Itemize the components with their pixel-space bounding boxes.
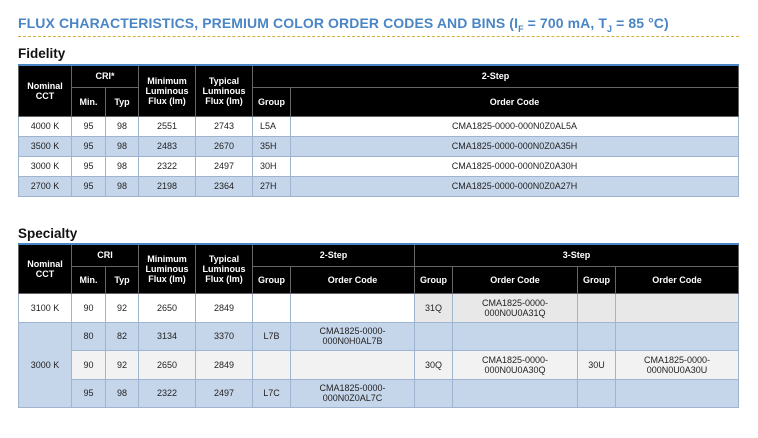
cell-min-flux: 3134 bbox=[139, 322, 196, 350]
col-order-code: Order Code bbox=[291, 87, 739, 116]
col-2-step: 2-Step bbox=[253, 244, 415, 266]
cell-cct: 3100 K bbox=[19, 293, 72, 322]
cell-order-code: CMA1825-0000-000N0U0A30U bbox=[616, 350, 739, 379]
cell-typ-flux: 2849 bbox=[196, 350, 253, 379]
cell-group bbox=[415, 322, 453, 350]
cell-cri-min: 95 bbox=[72, 156, 106, 176]
cell-cri-min: 90 bbox=[72, 293, 106, 322]
col-cri-typ: Typ bbox=[106, 266, 139, 293]
cell-order-code: CMA1825-0000-000N0H0AL7B bbox=[291, 322, 415, 350]
cell-group: 27H bbox=[253, 176, 291, 196]
cell-group: 31Q bbox=[415, 293, 453, 322]
cell-cct: 3000 K bbox=[19, 156, 72, 176]
table-row bbox=[19, 156, 739, 176]
col-typ-flux: Typical Luminous Flux (lm) bbox=[196, 244, 253, 293]
cell-group: L5A bbox=[253, 116, 291, 136]
cell-cri-min: 95 bbox=[72, 379, 106, 407]
cell-order-code: CMA1825-0000-000N0Z0AL7C bbox=[291, 379, 415, 407]
cell-group: 30H bbox=[253, 156, 291, 176]
cell-order-code bbox=[616, 322, 739, 350]
col-typ-flux: Typical Luminous Flux (lm) bbox=[196, 65, 253, 116]
cell-min-flux: 2483 bbox=[139, 136, 196, 156]
fidelity-heading: Fidelity bbox=[18, 46, 66, 61]
fidelity-table bbox=[18, 64, 739, 197]
col-group: Group bbox=[415, 266, 453, 293]
cell-group bbox=[578, 293, 616, 322]
cell-min-flux: 2322 bbox=[139, 156, 196, 176]
cell-cct: 3500 K bbox=[19, 136, 72, 156]
table-row bbox=[19, 116, 739, 136]
cell-min-flux: 2551 bbox=[139, 116, 196, 136]
cell-cri-min: 90 bbox=[72, 350, 106, 379]
table-row bbox=[19, 322, 739, 350]
table-row bbox=[19, 293, 739, 322]
cell-order-code bbox=[291, 293, 415, 322]
cell-order-code: CMA1825-0000-000N0U0A31Q bbox=[453, 293, 578, 322]
cell-cri-min: 80 bbox=[72, 322, 106, 350]
col-nominal-cct: Nominal CCT bbox=[19, 244, 72, 293]
cell-cri-min: 95 bbox=[72, 136, 106, 156]
cell-cri-typ: 98 bbox=[106, 136, 139, 156]
cell-min-flux: 2650 bbox=[139, 350, 196, 379]
cell-cri-min: 95 bbox=[72, 176, 106, 196]
cell-group bbox=[253, 293, 291, 322]
cell-cri-typ: 98 bbox=[106, 176, 139, 196]
page-title: FLUX CHARACTERISTICS, PREMIUM COLOR ORDER CODES AND BINS ($I_F = 700$ mA, $T_J = 85$ °C) bbox=[18, 15, 669, 34]
table-row bbox=[19, 176, 739, 196]
cell-order-code bbox=[291, 350, 415, 379]
cell-typ-flux: 2743 bbox=[196, 116, 253, 136]
cell-group bbox=[253, 350, 291, 379]
cell-cct: 4000 K bbox=[19, 116, 72, 136]
col-group: Group bbox=[253, 87, 291, 116]
cell-typ-flux: 2670 bbox=[196, 136, 253, 156]
cell-group: L7B bbox=[253, 322, 291, 350]
col-min-flux: Minimum Luminous Flux (lm) bbox=[139, 244, 196, 293]
cell-order-code: CMA1825-0000-000N0Z0AL5A bbox=[291, 116, 739, 136]
table-row bbox=[19, 136, 739, 156]
cell-cri-typ: 98 bbox=[106, 379, 139, 407]
col-cri: CRI* bbox=[72, 65, 139, 87]
cell-min-flux: 2650 bbox=[139, 293, 196, 322]
cell-cri-min: 95 bbox=[72, 116, 106, 136]
cell-order-code bbox=[616, 379, 739, 407]
cell-group: 35H bbox=[253, 136, 291, 156]
col-2-step: 2-Step bbox=[253, 65, 739, 87]
col-group: Group bbox=[578, 266, 616, 293]
title-divider bbox=[18, 36, 739, 37]
table-row bbox=[19, 350, 739, 379]
cell-min-flux: 2322 bbox=[139, 379, 196, 407]
col-min-flux: Minimum Luminous Flux (lm) bbox=[139, 65, 196, 116]
cell-typ-flux: 2497 bbox=[196, 156, 253, 176]
col-group: Group bbox=[253, 266, 291, 293]
col-order-code: Order Code bbox=[453, 266, 578, 293]
cell-order-code bbox=[453, 379, 578, 407]
cell-order-code bbox=[453, 322, 578, 350]
cell-cri-typ: 92 bbox=[106, 350, 139, 379]
cell-typ-flux: 2364 bbox=[196, 176, 253, 196]
cell-cri-typ: 98 bbox=[106, 116, 139, 136]
specialty-table bbox=[18, 243, 739, 408]
cell-group bbox=[578, 379, 616, 407]
col-order-code: Order Code bbox=[291, 266, 415, 293]
cell-order-code: CMA1825-0000-000N0Z0A30H bbox=[291, 156, 739, 176]
col-cri-typ: Typ bbox=[106, 87, 139, 116]
cell-cct: 2700 K bbox=[19, 176, 72, 196]
cell-cri-typ: 82 bbox=[106, 322, 139, 350]
cell-order-code: CMA1825-0000-000N0Z0A27H bbox=[291, 176, 739, 196]
col-cri-min: Min. bbox=[72, 266, 106, 293]
specialty-heading: Specialty bbox=[18, 226, 78, 241]
cell-typ-flux: 2497 bbox=[196, 379, 253, 407]
cell-cri-typ: 92 bbox=[106, 293, 139, 322]
cell-typ-flux: 3370 bbox=[196, 322, 253, 350]
cell-group: 30U bbox=[578, 350, 616, 379]
cell-cri-typ: 98 bbox=[106, 156, 139, 176]
cell-order-code bbox=[616, 293, 739, 322]
cell-group: L7C bbox=[253, 379, 291, 407]
cell-cct: 3000 K bbox=[19, 322, 72, 407]
cell-min-flux: 2198 bbox=[139, 176, 196, 196]
cell-order-code: CMA1825-0000-000N0U0A30Q bbox=[453, 350, 578, 379]
col-3-step: 3-Step bbox=[415, 244, 739, 266]
cell-group bbox=[415, 379, 453, 407]
cell-group bbox=[578, 322, 616, 350]
col-nominal-cct: Nominal CCT bbox=[19, 65, 72, 116]
col-cri: CRI bbox=[72, 244, 139, 266]
cell-group: 30Q bbox=[415, 350, 453, 379]
cell-typ-flux: 2849 bbox=[196, 293, 253, 322]
cell-order-code: CMA1825-0000-000N0Z0A35H bbox=[291, 136, 739, 156]
col-cri-min: Min. bbox=[72, 87, 106, 116]
col-order-code: Order Code bbox=[616, 266, 739, 293]
table-row bbox=[19, 379, 739, 407]
